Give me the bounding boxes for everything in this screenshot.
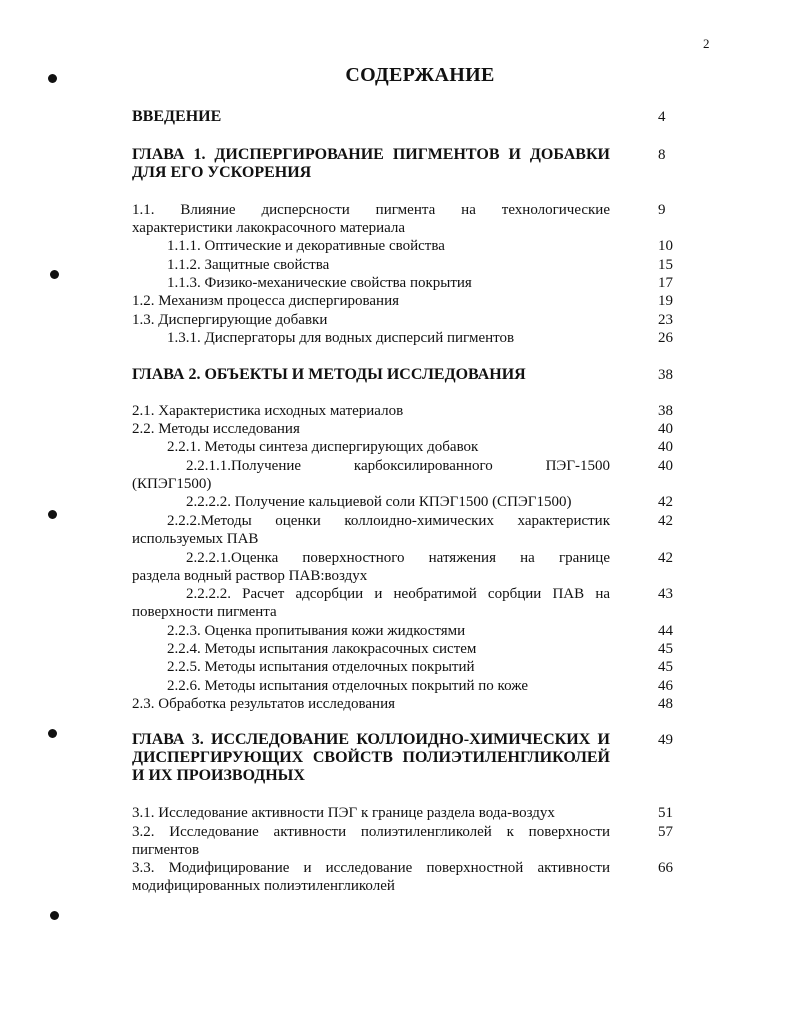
toc-entry-title: ГЛАВА 3. ИССЛЕДОВАНИЕ КОЛЛОИДНО-ХИМИЧЕСКИХ И: [132, 731, 610, 748]
toc-entry-page: 9: [658, 202, 666, 218]
toc-entry-title: ГЛАВА 1. ДИСПЕРГИРОВАНИЕ ПИГМЕНТОВ И ДОБАВКИ: [132, 146, 610, 163]
toc-entry: [167, 438, 673, 456]
toc-entry-page: 4: [658, 109, 666, 125]
margin-bullet: [48, 510, 57, 519]
toc-entry-page: 45: [658, 659, 673, 675]
toc-entry-title: 2.2.2.Методы оценки коллоидно-химических характеристик: [167, 513, 610, 529]
toc-entry-title: ВВЕДЕНИЕ: [132, 108, 222, 125]
toc-entry-page: 49: [658, 732, 673, 748]
toc-entry: [132, 457, 673, 493]
toc-entry-page: 17: [658, 275, 673, 291]
toc-entry: [132, 823, 673, 859]
toc-entry-page: 48: [658, 696, 673, 712]
toc-entry-title: 3.3. Модифицирование и исследование поверхностной активности: [132, 860, 610, 876]
page-title: СОДЕРЖАНИЕ: [345, 64, 495, 86]
toc-entry: [132, 804, 673, 822]
toc-entry-page: 42: [658, 513, 673, 529]
toc-entry-page: 45: [658, 641, 673, 657]
toc-entry: [132, 549, 673, 585]
toc-entry-title: 2.2.1.1.Получение карбоксилированного ПЭГ-1500: [186, 458, 610, 474]
toc-entry-title: 1.2. Механизм процесса диспергирования: [132, 293, 399, 309]
toc-entry: [167, 677, 673, 695]
toc-entry-page: 15: [658, 257, 673, 273]
toc-entry: [132, 731, 673, 785]
toc-entry-title: 1.3.1. Диспергаторы для водных дисперсий пигментов: [167, 330, 515, 346]
margin-bullet: [48, 74, 57, 83]
toc-entry-title-cont: используемых ПАВ: [132, 531, 259, 547]
toc-entry: [167, 640, 673, 658]
toc-entry-title: 3.2. Исследование активности полиэтиленгликолей к поверхности: [132, 824, 610, 840]
toc-entry-title: 1.1.1. Оптические и декоративные свойства: [167, 238, 445, 254]
toc-entry-title: 1.1.2. Защитные свойства: [167, 257, 330, 273]
toc-entry-page: 44: [658, 623, 673, 639]
toc-entry-title: 1.3. Диспергирующие добавки: [132, 312, 328, 328]
toc-entry-page: 19: [658, 293, 673, 309]
toc-entry: [132, 366, 673, 384]
toc-entry-title: 2.2. Методы исследования: [132, 421, 300, 437]
toc-entry: [167, 274, 673, 292]
toc-entry: [132, 420, 673, 438]
toc-entry: [132, 585, 673, 621]
margin-bullet: [50, 270, 59, 279]
margin-bullet: [48, 729, 57, 738]
toc-entry-title-cont: раздела водный раствор ПАВ:воздух: [132, 568, 368, 584]
toc-entry-page: 23: [658, 312, 673, 328]
toc-entry-title-cont: модифицированных полиэтиленгликолей: [132, 878, 395, 894]
toc-entry: [186, 493, 673, 511]
toc-entry-title: 2.2.2.1.Оценка поверхностного натяжения на границе: [186, 550, 610, 566]
toc-entry: [167, 256, 673, 274]
toc-entry-page: 8: [658, 147, 666, 163]
toc-entry-page: 26: [658, 330, 673, 346]
toc-entry: [167, 658, 673, 676]
toc-entry-title: 1.1. Влияние дисперсности пигмента на технологические: [132, 202, 610, 218]
toc-entry: [132, 292, 673, 310]
toc-entry-page: 40: [658, 421, 673, 437]
toc-entry-page: 57: [658, 824, 673, 840]
toc-entry: [132, 201, 666, 237]
toc-entry-title-cont: ДЛЯ ЕГО УСКОРЕНИЯ: [132, 164, 312, 181]
toc-entry-title: ГЛАВА 2. ОБЪЕКТЫ И МЕТОДЫ ИССЛЕДОВАНИЯ: [132, 366, 526, 383]
toc-entry-page: 38: [658, 367, 673, 383]
toc-entry: [132, 311, 673, 329]
toc-entry-title: 2.3. Обработка результатов исследования: [132, 696, 395, 712]
toc-entry-title-cont: И ИХ ПРОИЗВОДНЫХ: [132, 767, 305, 784]
toc-entry-page: 42: [658, 550, 673, 566]
toc-entry-page: 10: [658, 238, 673, 254]
margin-bullet: [50, 911, 59, 920]
toc-entry: [167, 622, 673, 640]
toc-entry-title-cont: поверхности пигмента: [132, 604, 277, 620]
toc-entry: [167, 329, 673, 347]
toc-entry: [132, 859, 673, 895]
toc-entry-title: 2.2.6. Методы испытания отделочных покрытий по коже: [167, 678, 529, 694]
toc-entry-title: 2.2.3. Оценка пропитывания кожи жидкостями: [167, 623, 466, 639]
toc-entry: [132, 512, 673, 548]
toc-entry: [132, 146, 666, 182]
toc-entry: [132, 402, 673, 420]
toc-entry-title-cont: характеристики лакокрасочного материала: [132, 220, 406, 236]
page-number: 2: [703, 36, 710, 51]
toc-entry-title: 2.2.2.2. Расчет адсорбции и необратимой сорбции ПАВ на: [186, 586, 610, 602]
toc-entry-page: 42: [658, 494, 673, 510]
toc-entry-title: 1.1.3. Физико-механические свойства покрытия: [167, 275, 472, 291]
toc-entry-page: 46: [658, 678, 673, 694]
toc-entry-title: 3.1. Исследование активности ПЭГ к границе раздела вода-воздух: [132, 805, 555, 821]
toc-entry-page: 66: [658, 860, 673, 876]
toc-entry-title: 2.2.4. Методы испытания лакокрасочных систем: [167, 641, 477, 657]
toc-entry: [132, 108, 732, 126]
toc-entry-page: 40: [658, 458, 673, 474]
toc-entry-page: 40: [658, 439, 673, 455]
toc-entry: [167, 237, 673, 255]
toc-entry: [132, 695, 673, 713]
toc-entry-page: 38: [658, 403, 673, 419]
toc-entry-title: 2.2.1. Методы синтеза диспергирующих добавок: [167, 439, 479, 455]
toc-entry-title: 2.2.2.2. Получение кальциевой соли КПЭГ1500 (СПЭГ1500): [186, 494, 572, 510]
toc-entry-page: 43: [658, 586, 673, 602]
toc-entry-title: 2.2.5. Методы испытания отделочных покрытий: [167, 659, 475, 675]
toc-entry-title: 2.1. Характеристика исходных материалов: [132, 403, 404, 419]
toc-entry-page: 51: [658, 805, 673, 821]
toc-entry-title-cont: (КПЭГ1500): [132, 476, 212, 492]
toc-entry-title-cont: пигментов: [132, 842, 200, 858]
toc-entry-title-cont: ДИСПЕРГИРУЮЩИХ СВОЙСТВ ПОЛИЭТИЛЕНГЛИКОЛЕЙ: [132, 749, 610, 766]
